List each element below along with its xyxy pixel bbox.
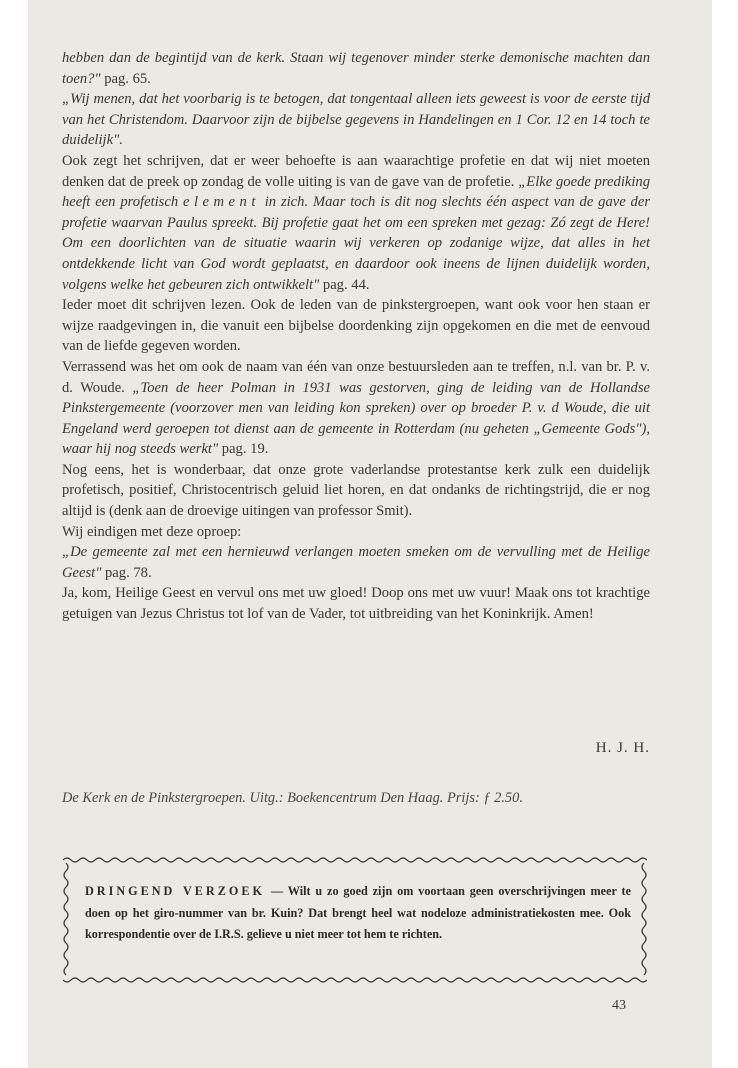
author-signature: H. J. H.	[595, 740, 650, 756]
paragraph-7: Wij eindigen met deze oproep:	[62, 523, 242, 540]
quote-text: hebben dan de begintijd van de kerk. Staan wij tegenover minder sterke demonische machten dan toen?"	[62, 50, 650, 87]
page-reference: pag. 44.	[319, 276, 370, 293]
wavy-border-bottom	[63, 975, 647, 985]
quote-text: „Wij menen, dat het voorbarig is te betogen, dat tongentaal alleen iets geweest is voor de eerste tijd van het Christendom. Daarvoor zijn de bijbelse gegevens in Handelingen en 1 Cor. 12 en 14 toch te duidelijk".	[62, 91, 650, 149]
quote-text: „De gemeente zal met een hernieuwd verlangen moeten smeken om de vervulling met de Heilige Geest"	[62, 544, 650, 581]
paragraph-2	[62, 89, 650, 151]
notice-body: — Wilt u zo goed zijn om voortaan geen overschrijvingen meer te doen op het giro-nummer van br. Kuin? Dat brengt heel wat nodeloze administratiekosten mee. Ook korrespondentie over de I.R.S. gelieve u niet meer tot hem te richten.	[85, 884, 631, 941]
emphasized-word: element	[183, 194, 260, 211]
notice-text	[85, 881, 631, 946]
page-number: 43	[612, 998, 626, 1013]
paragraph-text: Verrassend was het om ook de naam van één van onze bestuursleden aan te treffen, n.l. van br. P. v. d. Woude.	[62, 358, 650, 396]
wavy-border-top	[63, 855, 647, 865]
article-body	[62, 48, 650, 625]
wavy-border-right	[639, 863, 649, 977]
paragraph-5	[62, 357, 650, 460]
wavy-border-left	[61, 863, 71, 977]
paragraph-6: Nog eens, het is wonderbaar, dat onze grote vaderlandse protestantse kerk zulk een duidelijk profetisch, positief, Christocentrisch geluid liet horen, en dat ondanks de richtingstrijd, die er nog altijd is (denk aan de droevige uitingen van professor Smit).	[62, 461, 650, 520]
paragraph-1	[62, 48, 650, 89]
quote-text: „Toen de heer Polman in 1931 was gestorven, ging de leiding van de Hollandse Pinkstergemeente (voorzover men van leiding kon spreken) over op broeder P. v. d Woude, die uit Engeland werd geroepen tot dienst aan de gemeente in Rotterdam (nu geheten „Gemeente Gods"), waar hij nog steeds werkt"	[62, 379, 650, 458]
paragraph-9: Ja, kom, Heilige Geest en vervul ons met uw gloed! Doop ons met uw vuur! Maak ons tot krachtige getuigen van Jezus Christus tot lof van de Vader, tot uitbreiding van het Koninkrijk. Amen!	[62, 585, 650, 623]
paragraph-text: Ook zegt het schrijven, dat er weer behoefte is aan waarachtige profetie en dat wij niet moeten denken dat de preek op zondag de volle uiting is van de gave van de profetie.	[62, 152, 650, 190]
quote-text: „Elke goede prediking heeft een profetisch	[62, 173, 650, 211]
paragraph-3	[62, 151, 650, 295]
quote-text: in zich. Maar toch is dit nog slechts één aspect van de gave der profetie waarvan Paulus spreekt. Bij profetie gaat het om een spreken met gezag: Zó zegt de Here! Om een doorlichten van de situatie waarin wij verkeren op zodanige wijze, dat alles in het ontdekkende licht van God wordt geplaatst, en daardoor ook ineens de lijnen duidelijk worden, volgens welke het gebeuren zich ontwikkelt"	[62, 194, 650, 293]
paragraph-8	[62, 542, 650, 583]
notice-heading: DRINGEND VERZOEK	[85, 884, 265, 898]
page-reference: pag. 65.	[100, 70, 151, 87]
book-source-citation: De Kerk en de Pinkstergroepen. Uitg.: Boekencentrum Den Haag. Prijs: ƒ 2.50.	[62, 790, 523, 806]
page-reference: pag. 19.	[218, 441, 269, 458]
notice-box	[63, 855, 647, 985]
page-reference: pag. 78.	[101, 564, 152, 581]
paragraph-4: Ieder moet dit schrijven lezen. Ook de leden van de pinkstergroepen, want ook voor hen staan er wijze raadgevingen in, die vanuit een bijbelse doordenking zijn opgekomen en die met de eenvoud van de liefde gegeven worden.	[62, 297, 650, 355]
